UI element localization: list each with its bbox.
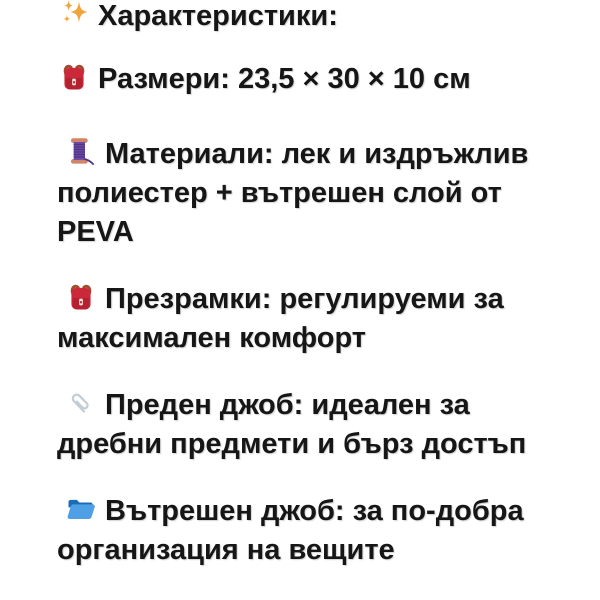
open-folder-icon — [66, 494, 96, 524]
sparkles-icon — [59, 0, 89, 29]
item-text: Характеристики: — [98, 0, 338, 32]
list-item — [57, 280, 592, 358]
list-item — [57, 492, 592, 570]
item-text: Презрамки: регулируеми за — [105, 283, 504, 315]
list-item — [57, 0, 592, 36]
paperclip-icon — [66, 388, 96, 418]
item-text: организация на вещите — [57, 534, 395, 566]
item-text: Преден джоб: идеален за — [105, 389, 470, 421]
item-text: дребни предмети и бърз достъп — [57, 428, 527, 460]
backpack-icon — [59, 62, 89, 92]
item-text: PEVA — [57, 216, 134, 248]
list-item — [57, 135, 592, 252]
item-text: Материали: лек и издръжлив — [105, 138, 529, 170]
thread-spool-icon — [66, 137, 96, 167]
backpack-icon — [66, 282, 96, 312]
item-text: полиестер + вътрешен слой от — [57, 177, 502, 209]
list-item — [57, 386, 592, 464]
list-item — [57, 60, 592, 99]
item-text: Размери: 23,5 × 30 × 10 см — [98, 63, 471, 95]
item-text: Вътрешен джоб: за по-добра — [105, 495, 524, 527]
item-text: максимален комфорт — [57, 322, 367, 354]
